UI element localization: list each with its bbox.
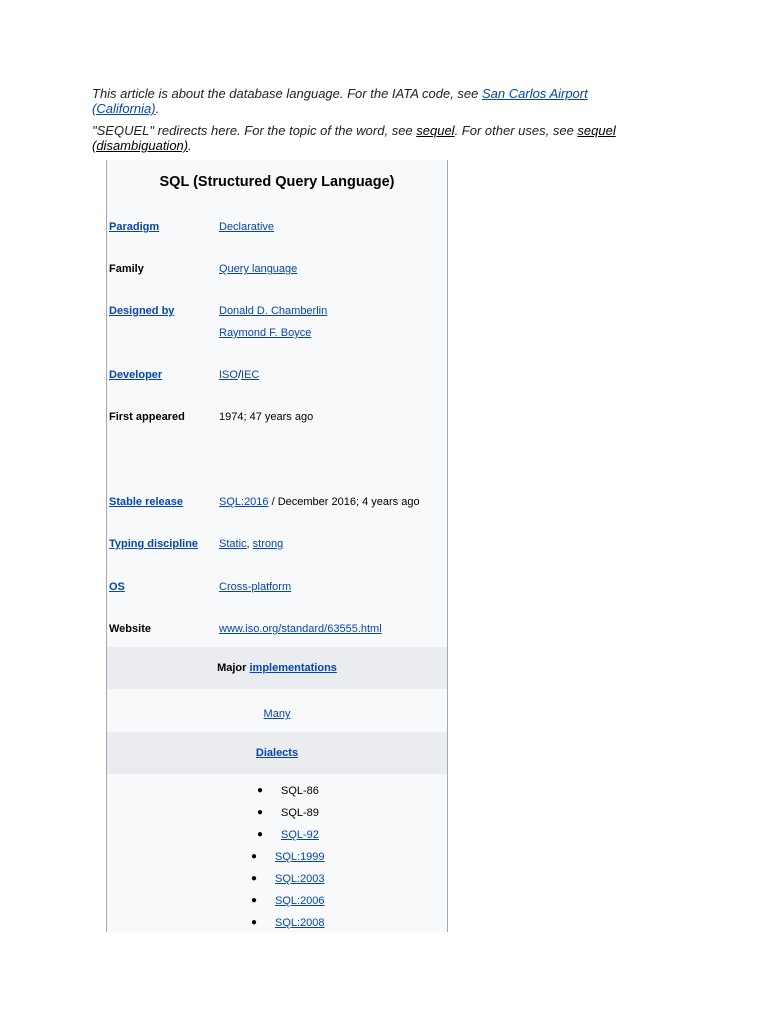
hatnote-sequel-suffix: . <box>188 138 192 153</box>
bullet: ● <box>251 895 258 906</box>
designer-boyce[interactable]: Raymond F. Boyce <box>219 327 312 339</box>
family-value[interactable]: Query language <box>219 263 298 275</box>
infobox <box>106 160 448 932</box>
sequel-link[interactable]: sequel <box>416 123 455 138</box>
implementations-link[interactable]: implementations <box>249 662 337 674</box>
designer-chamberlin[interactable]: Donald D. Chamberlin <box>219 305 328 317</box>
typing-sep: , <box>246 538 253 550</box>
bullet: ● <box>257 785 264 796</box>
san-carlos-airport-link[interactable]: San Carlos Airport (California) <box>92 86 588 116</box>
first-appeared-label: First appeared <box>109 411 185 423</box>
developer-iec[interactable]: IEC <box>241 369 260 381</box>
dialect-item <box>107 895 447 909</box>
website-label: Website <box>109 623 151 635</box>
sequel-disambiguation-link[interactable]: sequel (disambiguation) <box>92 123 616 153</box>
bullet: ● <box>251 873 258 884</box>
dialect-item <box>107 829 447 843</box>
bullet: ● <box>257 807 264 818</box>
os-value[interactable]: Cross-platform <box>219 581 292 593</box>
developer-label[interactable]: Developer <box>109 369 163 381</box>
dialect-link[interactable]: SQL-92 <box>281 829 319 841</box>
bullet: ● <box>251 917 258 928</box>
hatnote-iata-suffix: . <box>155 101 160 116</box>
developer-iso[interactable]: ISO <box>219 369 238 381</box>
dialect-item <box>107 807 447 821</box>
bullet: ● <box>251 851 258 862</box>
family-label: Family <box>109 263 144 275</box>
dialect-link[interactable]: SQL:2008 <box>275 917 325 929</box>
hatnote-sequel-text: "SEQUEL" redirects here. For the topic of the word, see <box>92 123 417 138</box>
hatnote-iata <box>92 86 652 116</box>
bullet: ● <box>257 829 264 840</box>
first-appeared-value: 1974; 47 years ago <box>219 411 314 423</box>
stable-release-label[interactable]: Stable release <box>109 496 183 508</box>
paradigm-value[interactable]: Declarative <box>219 221 275 233</box>
typing-label[interactable]: Typing discipline <box>109 538 199 550</box>
dialect-link[interactable]: SQL:1999 <box>275 851 325 863</box>
dialect-item <box>107 851 447 865</box>
hatnote-sequel-mid: . For other uses, see <box>454 123 578 138</box>
developer-sep: / <box>237 369 242 381</box>
website-link[interactable]: www.iso.org/standard/63555.html <box>219 623 382 635</box>
os-label[interactable]: OS <box>109 581 125 593</box>
implementations-value-row <box>107 708 447 720</box>
implementations-header <box>107 647 447 689</box>
dialects-link[interactable]: Dialects <box>255 747 299 759</box>
designed-by-label[interactable]: Designed by <box>109 305 175 317</box>
typing-static[interactable]: Static <box>219 538 247 550</box>
stable-release-date: / December 2016; 4 years ago <box>268 496 420 508</box>
hatnote-sequel <box>92 123 652 153</box>
dialect-label: SQL-86 <box>281 785 319 797</box>
dialect-link[interactable]: SQL:2006 <box>275 895 325 907</box>
stable-release-link[interactable]: SQL:2016 <box>219 496 269 508</box>
paradigm-label[interactable]: Paradigm <box>109 221 160 233</box>
dialect-item <box>107 785 447 799</box>
dialect-label: SQL-89 <box>281 807 319 819</box>
dialect-item <box>107 917 447 931</box>
dialect-item <box>107 873 447 887</box>
dialects-header <box>107 732 447 774</box>
hatnote-iata-text: This article is about the database language. For the IATA code, see <box>92 86 482 101</box>
typing-strong[interactable]: strong <box>252 538 284 550</box>
implementations-many-link[interactable]: Many <box>263 708 291 720</box>
infobox-title: SQL (Structured Query Language) <box>159 174 395 190</box>
implementations-prefix: Major <box>217 662 247 674</box>
dialect-link[interactable]: SQL:2003 <box>275 873 325 885</box>
